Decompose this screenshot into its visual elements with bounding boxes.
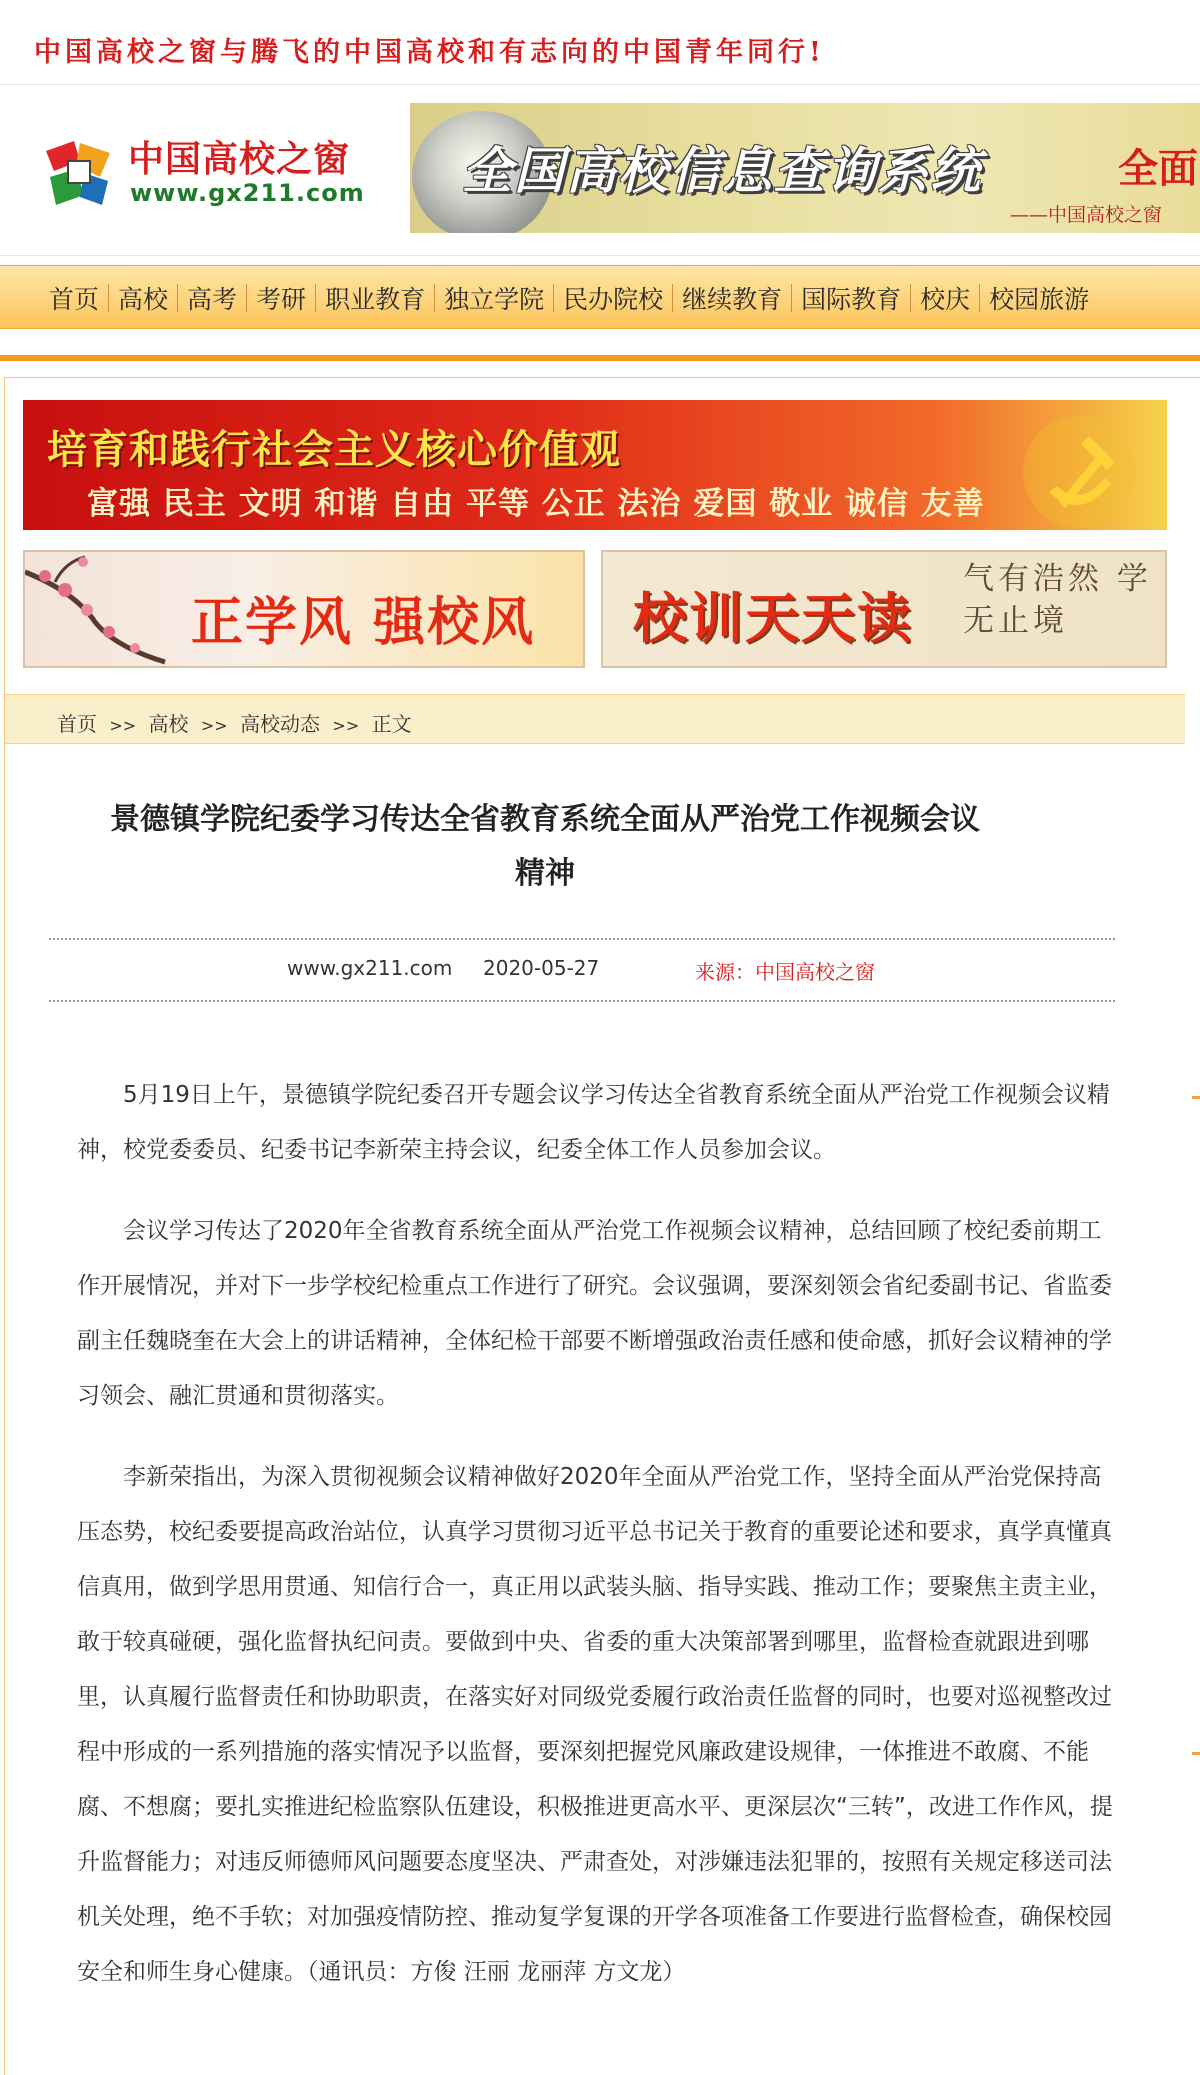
logo-icon (40, 133, 120, 213)
core-values-list: 富强 民主 文明 和谐 自由 平等 公正 法治 爱国 敬业 诚信 友善 (87, 486, 985, 522)
meta-divider-top (49, 938, 1115, 940)
article-paragraph: 李新荣指出，为深入贯彻视频会议精神做好2020年全面从严治党工作，坚持全面从严治党保持高压态势，校纪委要提高政治站位，认真学习贯彻习近平总书记关于教育的重要论述和要求，真学真懂真信真用，做到学思用贯通、知信行合一，真正用以武装头脑、指导实践、推动工作；要聚焦主责主业，敢于较真碰硬，强化监督执纪问责。要做到中央、省委的重大决策部署到哪里，监督检查就跟进到哪里，认真履行监督责任和协助职责，在落实好对同级党委履行政治责任监督的同时，也要对巡视整改过程中形成的一系列措施的落实情况予以监督，要深刻把握党风廉政建设规律，一体推进不敢腐、不能腐、不想腐；要扎实推进纪检监察队伍建设，积极推进更高水平、更深层次“三转”，改进工作作风，提升监督能力；对违反师德师风问题要态度坚决、严肃查处，对涉嫌违法犯罪的，按照有关规定移送司法机关处理，绝不手软；对加强疫情防控、推动复学复课的开学各项准备工作要进行监督检查，确保校园安全和师生身心健康。（通讯员：方俊 汪丽 龙丽萍 方文龙） (77, 1464, 1113, 1985)
article-paragraph: 5月19日上午，景德镇学院纪委召开专题会议学习传达全省教育系统全面从严治党工作视频会议精神，校党委委员、纪委书记李新荣主持会议，纪委全体工作人员参加会议。 (77, 1082, 1110, 1163)
article-site: www.gx211.com (287, 956, 453, 980)
nav-item-private[interactable]: 民办院校 (563, 285, 664, 314)
nav-item-independent[interactable]: 独立学院 (444, 285, 545, 314)
content-area (4, 377, 1200, 2075)
nav-item-kaoyan[interactable]: 考研 (256, 285, 307, 314)
breadcrumb-current: 正文 (371, 712, 412, 736)
breadcrumb-university-news[interactable]: 高校动态 (240, 712, 321, 736)
top-slogan-bar (0, 0, 1200, 84)
article-paragraph: 会议学习传达了2020年全省教育系统全面从严治党工作视频会议精神，总结回顾了校纪委前期工作开展情况，并对下一步学校纪检重点工作进行了研究。会议强调，要深刻领会省纪委副书记、省监委副主任魏晓奎在大会上的讲话精神，全体纪检干部要不断增强政治责任感和使命感，抓好会议精神的学习领会、融汇贯通和贯彻落实。 (77, 1218, 1112, 1409)
nav-underline (0, 355, 1200, 361)
core-values-banner[interactable] (23, 400, 1167, 530)
article-title: 景德镇学院纪委学习传达全省教育系统全面从严治党工作视频会议精神 (110, 802, 980, 891)
nav-item-anniversary[interactable]: 校庆 (920, 285, 971, 314)
side-tick (1192, 1096, 1200, 1099)
main-nav (0, 265, 1200, 329)
side-tick (1192, 1752, 1200, 1755)
breadcrumb (5, 694, 1185, 744)
nav-item-home[interactable]: 首页 (49, 285, 100, 314)
nav-item-gaokao[interactable]: 高考 (187, 285, 238, 314)
party-emblem-icon (1019, 412, 1139, 530)
nav-item-continuing[interactable]: 继续教育 (682, 285, 783, 314)
banner-subtitle: ——中国高校之窗 (1010, 204, 1163, 226)
plum-blossom-icon (25, 552, 175, 668)
school-motto-banner[interactable] (601, 550, 1167, 668)
breadcrumb-home[interactable]: 首页 (57, 712, 97, 736)
article-source: 来源：中国高校之窗 (695, 960, 875, 984)
site-header (0, 84, 1200, 256)
nav-item-international[interactable]: 国际教育 (801, 285, 902, 314)
article-body (77, 1068, 1113, 2026)
nav-item-universities[interactable]: 高校 (118, 285, 169, 314)
top-slogan: 中国高校之窗与腾飞的中国高校和有志向的中国青年同行! (34, 37, 825, 68)
banner-tail: 全面 (1118, 146, 1198, 192)
school-motto-text: 校训天天读 (633, 587, 913, 650)
calligraphy-text: 气有浩然 学无止境 (963, 561, 1152, 639)
study-style-text: 正学风 强校风 (191, 593, 536, 653)
nav-item-vocational[interactable]: 职业教育 (325, 285, 426, 314)
logo-text-cn: 中国高校之窗 (128, 139, 351, 180)
nav-list (40, 266, 1098, 330)
breadcrumb-universities[interactable]: 高校 (148, 712, 189, 736)
query-system-banner[interactable] (410, 103, 1200, 233)
nav-item-campus-travel[interactable]: 校园旅游 (989, 285, 1090, 314)
logo-text-en: www.gx211.com (130, 179, 365, 207)
banner-title: 全国高校信息查询系统 (462, 142, 982, 200)
core-values-title: 培育和践行社会主义核心价值观 (47, 427, 621, 473)
breadcrumb-separator: >> (109, 716, 137, 735)
breadcrumb-trail (57, 708, 412, 737)
meta-divider-bottom (49, 1000, 1115, 1002)
breadcrumb-separator: >> (200, 716, 228, 735)
article-date: 2020-05-27 (483, 956, 600, 980)
breadcrumb-separator: >> (332, 716, 360, 735)
site-logo[interactable] (40, 125, 380, 215)
study-style-banner[interactable] (23, 550, 585, 668)
